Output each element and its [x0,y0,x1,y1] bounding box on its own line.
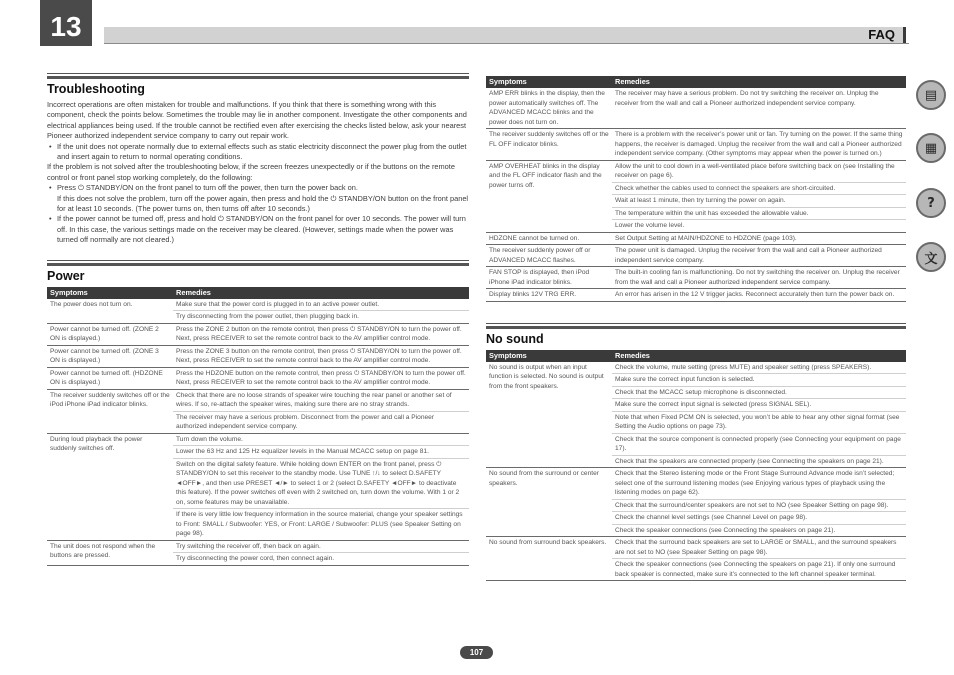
remedy-cell: Note that when Fixed PCM ON is selected, you won’t be able to hear any other signal format (see Setting the Audio options on page 73). [612,411,906,433]
left-column [47,76,469,566]
power-table [47,287,469,566]
remedy-cell: Lower the volume level. [612,220,906,233]
remedy-cell: Check that there are no loose strands of speaker wire touching the rear panel or another set of wires. If so, re-attach the speaker wires, making sure there are no stray strands. [173,389,469,411]
remedy-cell: Check the volume, mute setting (press MUTE) and speaker setting (press SPEAKERS). [612,362,906,374]
table-row [47,323,469,345]
table-row [486,289,906,302]
book-icon[interactable]: ▤ [916,80,946,110]
table-row [47,389,469,411]
remedy-cell: Make sure the correct input function is selected. [612,374,906,387]
col-remedies: Remedies [173,287,469,299]
table-row [486,88,906,129]
header-bar [104,27,906,43]
symptom-cell: No sound from the surround or center speakers. [486,468,612,537]
symptom-cell: HDZONE cannot be turned on. [486,232,612,245]
col-remedies: Remedies [612,76,906,88]
intro-paragraph: Incorrect operations are often mistaken for trouble and malfunctions. If you think that there is something wrong with this component, check the points below. Sometimes the trouble may lie in another component. Investigate the other components and electrical appliances being used. If the trouble cannot be rectified even after exercising the checks listed below, ask your nearest Pioneer authorized independent service company to carry out repair work. [47,100,467,141]
symptom-cell: Power cannot be turned off. (ZONE 3 ON is displayed.) [47,345,173,367]
bullet-standby-hold: If this does not solve the problem, turn off the power again, then press and hold the ⏻ STANDBY/ON button on the front panel for at least 10 seconds. (The power turns on, then turns off after 10 seconds.) [57,193,469,214]
table-row [486,267,906,289]
table-row [486,245,906,267]
remedy-cell: The receiver may have a serious problem. Disconnect from the power and call a Pioneer authorized independent service company. [173,411,469,433]
symptom-cell: Power cannot be turned off. (ZONE 2 ON is displayed.) [47,323,173,345]
table-row [486,129,906,161]
table-header [47,287,469,299]
table-row [486,537,906,559]
table-header [486,350,906,362]
symptom-cell: AMP OVERHEAT blinks in the display and the FL OFF indicator flash and the power turns off. [486,160,612,232]
remedy-cell: Wait at least 1 minute, then try turning the power on again. [612,195,906,208]
remedy-cell: Press the ZONE 3 button on the remote control, then press ⏻ STANDBY/ON to turn the power off. Next, press RECEIVER to set the remote control back to the AV amplifier control mode. [173,345,469,367]
table-row [486,468,906,500]
remedy-cell: Check that the MCACC setup microphone is disconnected. [612,386,906,399]
bullet-static: • If the unit does not operate normally due to external effects such as static electricity disconnect the power plug from the outlet and insert again to return to normal operating conditions. [47,142,469,163]
page-number: 107 [460,646,493,659]
section-title: FAQ [868,27,895,42]
symptom-cell: Display blinks 12V TRG ERR. [486,289,612,302]
remedy-cell: Turn down the volume. [173,433,469,446]
table-row [47,540,469,553]
remedy-cell: Check the channel level settings (see Channel Level on page 98). [612,512,906,525]
remedy-cell: The temperature within the unit has exceeded the allowable value. [612,207,906,220]
paragraph-freeze: If the problem is not solved after the troubleshooting below, if the screen freezes unexpectedly or if the buttons on the remote control or front panel stop working completely, do the following: [47,162,455,182]
no-sound-heading: No sound [486,326,906,346]
col-symptoms: Symptoms [486,76,612,88]
symptom-cell: Power cannot be turned off. (HDZONE ON is displayed.) [47,367,173,389]
symptom-cell: No sound from surround back speakers. [486,537,612,581]
language-icon[interactable]: 文 [916,242,946,272]
symptom-cell: The unit does not respond when the buttons are pressed. [47,540,173,565]
symptom-cell: FAN STOP is displayed, then iPod iPhone iPad indicator blinks. [486,267,612,289]
power-heading: Power [47,263,469,283]
remedy-cell: Try disconnecting from the power outlet, then plugging back in. [173,311,469,324]
symptom-cell: AMP ERR blinks in the display, then the power automatically switches off. The ADVANCED MCACC blinks and the power does not turn on. [486,88,612,129]
symptom-cell: No sound is output when an input function is selected. No sound is output from the front speakers. [486,362,612,468]
remedy-cell: Make sure that the power cord is plugged in to an active power outlet. [173,299,469,311]
table-row [47,433,469,446]
remedy-cell: Press the ZONE 2 button on the remote control, then press ⏻ STANDBY/ON to turn the power off. Next, press RECEIVER to set the remote control back to the AV amplifier control mode. [173,323,469,345]
remedy-cell: Check that the surround back speakers are set to LARGE or SMALL, and the surround speakers are not set to NO (see Speaker Setting on page 98). [612,537,906,559]
col-symptoms: Symptoms [486,350,612,362]
table-row [47,367,469,389]
table-row [486,160,906,182]
table-row [486,362,906,374]
remedy-cell: If there is very little low frequency information in the source material, change your speaker settings to Front: SMALL / Subwoofer: YES, or Front: LARGE / Subwoofer: PLUS (see Speaker Setting on page 98). [173,509,469,541]
symptom-cell: The power does not turn on. [47,299,173,324]
remedy-cell: Check that the surround/center speakers are not set to NO (see Speaker Setting on page 98). [612,499,906,512]
troubleshooting-heading: Troubleshooting [47,76,469,96]
right-column [486,76,906,581]
header-rule [104,43,909,44]
remedy-cell: Allow the unit to cool down in a well-ventilated place before switching back on (see Installing the receiver on page 6). [612,160,906,182]
power-table-continued [486,76,906,302]
table-row [486,232,906,245]
remedy-cell: Lower the 63 Hz and 125 Hz equalizer levels in the Manual MCACC setup on page 81. [173,446,469,459]
bullet-standby: • Press ⏻ STANDBY/ON on the front panel to turn off the power, then turn the power back on. [47,183,469,193]
remedy-cell: Try switching the receiver off, then back on again. [173,540,469,553]
symptom-cell: The receiver suddenly switches off or the iPod iPhone iPad indicator blinks. [47,389,173,433]
remedy-cell: There is a problem with the receiver’s power unit or fan. Try turning on the power. If the same thing happens, the receiver is damaged. Unplug the receiver from the wall and call a Pioneer authorized independent service company. (Other symptoms may appear when the power is turned on.) [612,129,906,161]
remedy-cell: Make sure the correct input signal is selected (press SIGNAL SEL). [612,399,906,412]
table-header [486,76,906,88]
remedy-cell: The receiver may have a serious problem. Do not try switching the receiver on. Unplug the receiver from the wall and call a Pioneer authorized independent service company. [612,88,906,129]
col-symptoms: Symptoms [47,287,173,299]
remedy-cell: An error has arisen in the 12 V trigger jacks. Reconnect accurately then turn the power back on. [612,289,906,302]
remedy-cell: Press the HDZONE button on the remote control, then press ⏻ STANDBY/ON to turn the power off. Next, press RECEIVER to set the remote control back to the AV amplifier control mode. [173,367,469,389]
symptom-cell: The receiver suddenly power off or ADVANCED MCACC flashes. [486,245,612,267]
faq-icon[interactable]: ? [916,188,946,218]
remedy-cell: Set Output Setting at MAIN/HDZONE to HDZONE (page 103). [612,232,906,245]
table-row [47,345,469,367]
symptom-cell: During loud playback the power suddenly switches off. [47,433,173,540]
remedy-cell: Check that the source component is connected properly (see Connecting your equipment on page 17). [612,433,906,455]
remedy-cell: Check the speaker connections (see Connecting the speakers on page 21). [612,524,906,537]
chapter-number: 13 [40,0,92,46]
no-sound-table [486,350,906,582]
remote-icon[interactable]: ▦ [916,133,946,163]
remedy-cell: Check whether the cables used to connect the speakers are short-circuited. [612,182,906,195]
remedy-cell: Check that the speakers are connected properly (see Connecting the speakers on page 21). [612,455,906,468]
table-row [47,299,469,311]
symptom-cell: The receiver suddenly switches off or the FL OFF indicator blinks. [486,129,612,161]
remedy-cell: The built-in cooling fan is malfunctioning. Do not try switching the receiver on. Unplug the receiver from the wall and call a Pioneer authorized independent service company. [612,267,906,289]
remedy-cell: Switch on the digital safety feature. While holding down ENTER on the front panel, press ⏻ STANDBY/ON to set this receiver to the standby mode. Use TUNE ↑/↓ to select D.SAFETY ◄OFF►, and then use PRESET ◄/► to select 1 or 2 (select D.SAFETY ◄OFF► to deactivate this feature). If the power switches off even with 2 switched on, turn down the volume. With 1 or 2 on, some features may be unavailable. [173,458,469,509]
remedy-cell: The power unit is damaged. Unplug the receiver from the wall and call a Pioneer authorized independent service company. [612,245,906,267]
remedy-cell: Check that the Stereo listening mode or the Front Stage Surround Advance mode isn’t selected; select one of the surround listening modes (see Enjoying various types of playback using the listening modes on page 62). [612,468,906,500]
bullet-power-off: • If the power cannot be turned off, press and hold ⏻ STANDBY/ON on the front panel for over 10 seconds. The power will turn off. In this case, the various settings made on the receiver may be cleared. (However, settings made when the power was turned off normally are not cleared.) [47,214,469,245]
col-remedies: Remedies [612,350,906,362]
remedy-cell: Check the speaker connections (see Connecting the speakers on page 21). If only one surround back speaker is connected, make sure it’s connected to the left channel speaker terminal. [612,559,906,581]
remedy-cell: Try disconnecting the power cord, then connect again. [173,553,469,566]
